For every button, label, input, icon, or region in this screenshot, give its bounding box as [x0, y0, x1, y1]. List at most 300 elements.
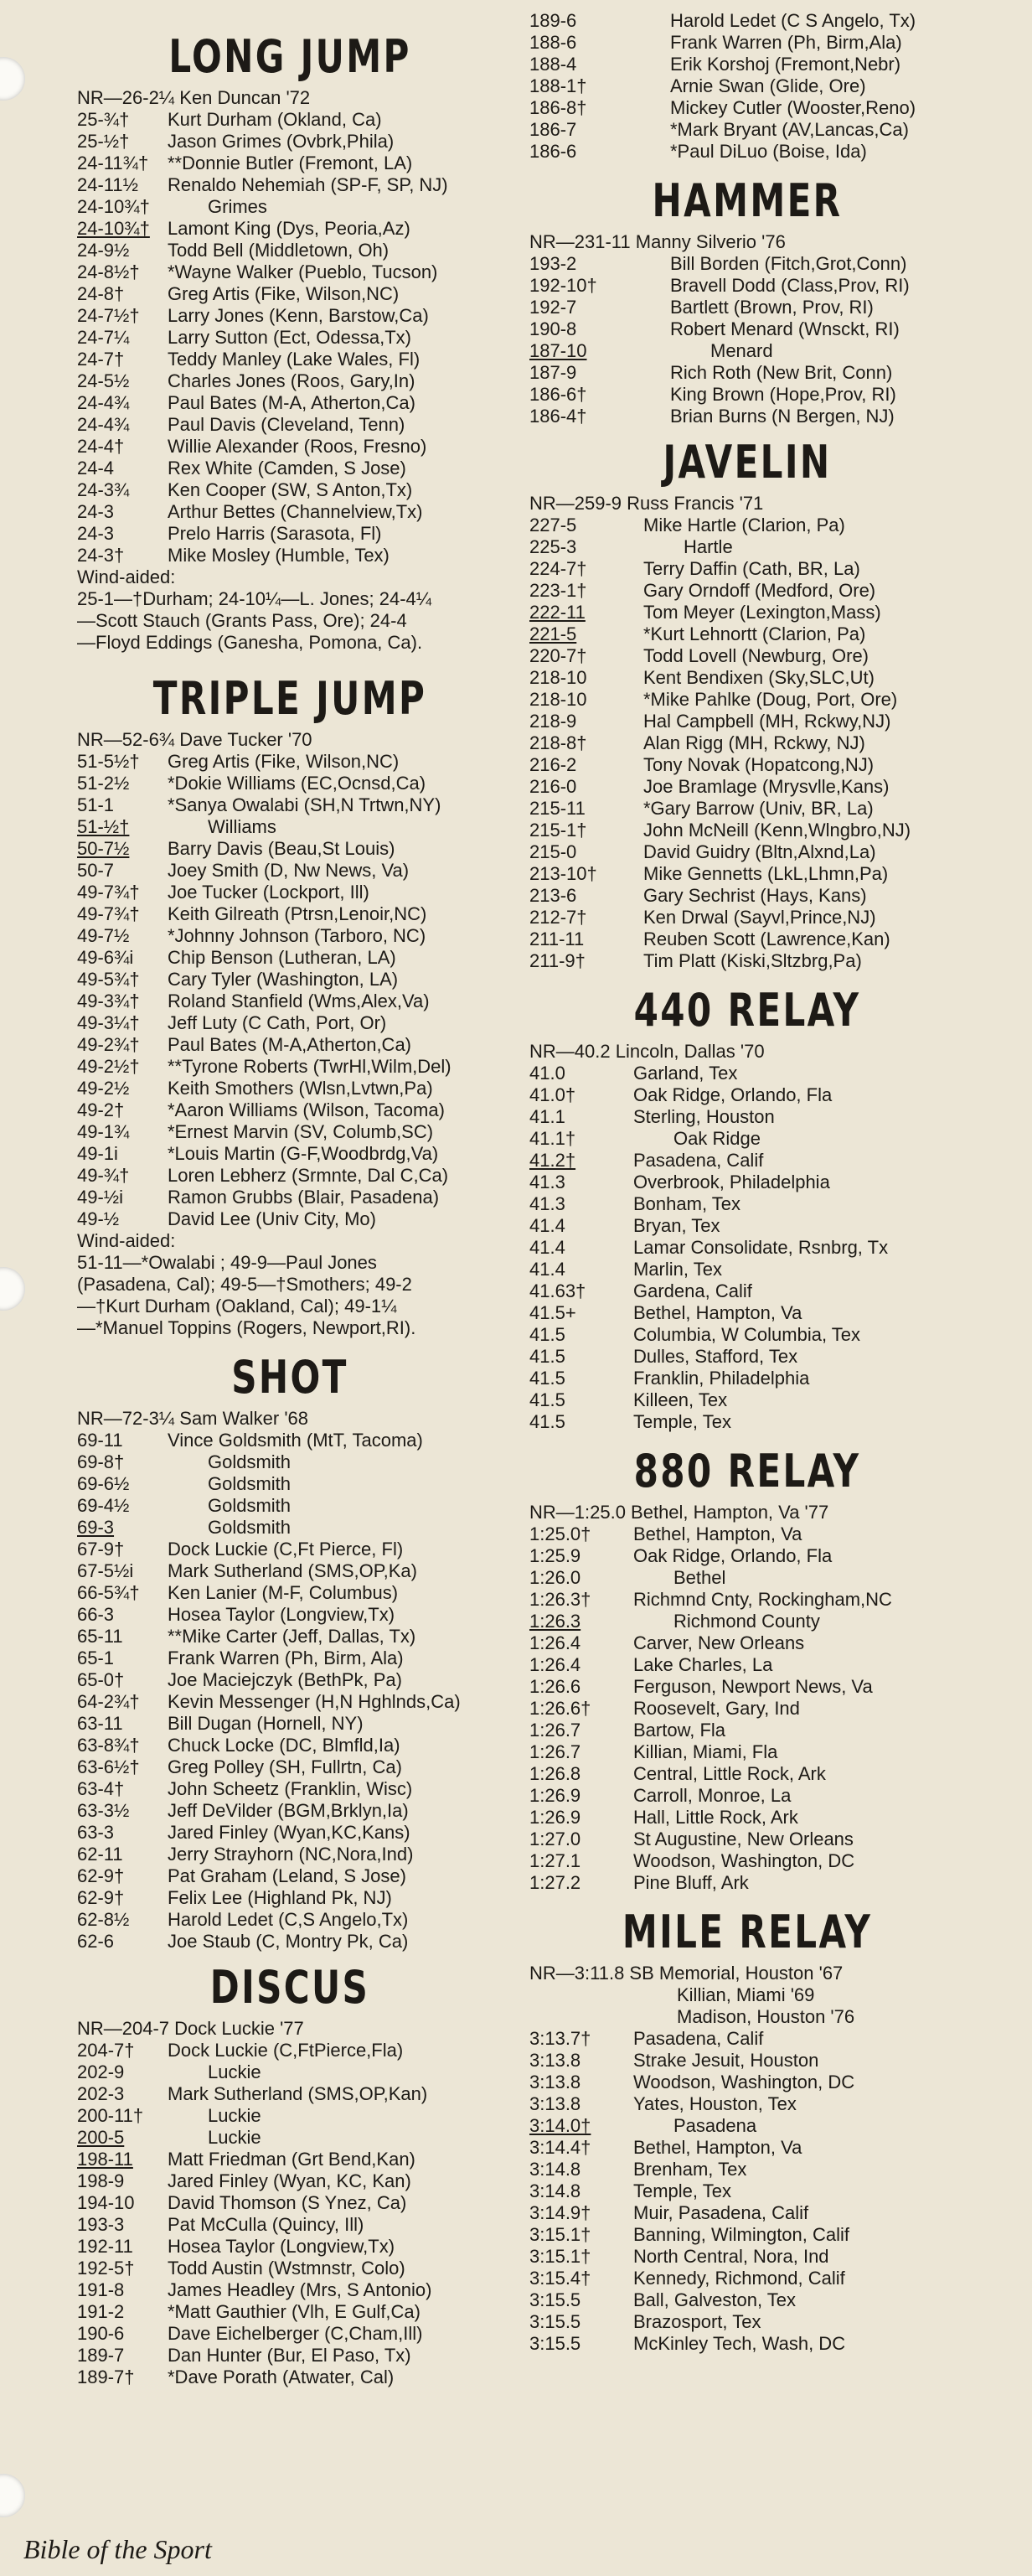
mark: 1:26.4	[529, 1654, 581, 1675]
mark: 69-3	[77, 1517, 115, 1538]
entrant: Oak Ridge, Orlando, Fla	[633, 1084, 833, 1105]
mark: 65-0†	[77, 1669, 125, 1690]
mark: 223-1†	[529, 580, 587, 601]
list-item	[60, 751, 519, 773]
result-list	[60, 1430, 519, 1953]
mark: 49-½i	[77, 1187, 124, 1208]
list-item	[513, 32, 982, 54]
entrant: Ball, Galveston, Tex	[633, 2289, 797, 2310]
mark: 41.1†	[529, 1128, 576, 1149]
mark: 51-1	[77, 794, 115, 815]
entrant: St Augustine, New Orleans	[633, 1829, 854, 1849]
entrant: Richmnd Cnty, Rockingham,NC	[633, 1589, 892, 1610]
list-item	[60, 1756, 519, 1778]
mark: 194-10	[77, 2192, 135, 2213]
entrant: Larry Sutton (Ect, Odessa,Tx)	[168, 327, 411, 348]
entrant: Garland, Tex	[633, 1063, 738, 1084]
mark: 63-8¾†	[77, 1735, 140, 1756]
list-item	[60, 196, 519, 218]
list-item	[60, 1626, 519, 1648]
national-record-cotitle: Killian, Miami '69	[677, 1984, 815, 2005]
list-item	[513, 950, 982, 972]
list-item	[513, 297, 982, 318]
list-item	[60, 1187, 519, 1208]
list-item	[60, 392, 519, 414]
mark: 200-11†	[77, 2105, 144, 2126]
list-item	[60, 414, 519, 436]
mark: 41.1	[529, 1106, 565, 1127]
mark: 69-8†	[77, 1451, 125, 1472]
entrant: Marlin, Tex	[633, 1259, 722, 1280]
result-list	[513, 253, 982, 427]
entrant: Goldsmith	[208, 1517, 292, 1538]
list-item	[60, 1778, 519, 1800]
entrant: Kennedy, Richmond, Calif	[633, 2268, 845, 2289]
national-record: NR—204-7 Dock Luckie '77	[77, 2018, 304, 2039]
list-item	[513, 340, 982, 362]
entrant: Ramon Grubbs (Blair, Pasadena)	[168, 1187, 440, 1208]
mark: 49-2½	[77, 1078, 130, 1099]
mark: 51-2½	[77, 773, 130, 794]
mark: 218-9	[529, 711, 577, 732]
entrant: Greg Artis (Fike, Wilson,NC)	[168, 751, 400, 772]
section-discus-continued	[513, 10, 982, 163]
mark: 41.4	[529, 1259, 565, 1280]
entrant: Bryan, Tex	[633, 1215, 720, 1236]
list-item	[513, 2072, 982, 2093]
result-list	[513, 2028, 982, 2355]
entrant: Goldsmith	[208, 1451, 292, 1472]
mark: 49-7¾†	[77, 903, 140, 924]
list-item	[513, 558, 982, 580]
section-title: 440 RELAY	[633, 984, 861, 1037]
note-line: —Floyd Eddings (Ganesha, Pomona, Ca).	[77, 632, 423, 653]
mark: 24-11½	[77, 174, 138, 195]
mark: 198-11	[77, 2149, 133, 2170]
list-item	[513, 667, 982, 689]
mark: 211-11	[529, 928, 585, 949]
mark: 215-1†	[529, 820, 587, 841]
mark: 41.5+	[529, 1302, 576, 1323]
entrant: Kurt Durham (Okland, Ca)	[168, 109, 382, 130]
entrant: Bill Borden (Fitch,Grot,Conn)	[670, 253, 907, 274]
list-item	[60, 2258, 519, 2279]
result-list	[513, 1063, 982, 1433]
mark: 215-11	[529, 798, 586, 819]
entrant: Joe Tucker (Lockport, Ill)	[168, 882, 369, 903]
mark: 24-3†	[77, 545, 125, 566]
mark: 3:14.4†	[529, 2137, 591, 2158]
punch-hole	[0, 1267, 25, 1311]
section-title: LONG JUMP	[168, 30, 411, 83]
entrant: Woodson, Washington, DC	[633, 1850, 855, 1871]
list-item	[60, 1034, 519, 1056]
entrant: Williams	[208, 816, 276, 837]
mark: 24-7†	[77, 349, 125, 370]
mark: 3:14.8	[529, 2159, 581, 2180]
section-title: DISCUS	[209, 1961, 370, 2014]
section-triple-jump	[60, 672, 519, 1339]
entrant: Kevin Messenger (H,N Hghlnds,Ca)	[168, 1691, 461, 1712]
list-item	[513, 841, 982, 863]
mark: 25-½†	[77, 131, 130, 152]
mark: 1:27.1	[529, 1850, 581, 1871]
mark: 1:26.9	[529, 1807, 581, 1828]
note-line: —†Kurt Durham (Oakland, Cal); 49-1¼	[77, 1296, 397, 1316]
entrant: Bill Dugan (Hornell, NY)	[168, 1713, 364, 1734]
entrant: Terry Daffin (Cath, BR, La)	[643, 558, 860, 579]
list-item	[513, 2093, 982, 2115]
list-item	[60, 860, 519, 882]
mark: 216-0	[529, 776, 577, 797]
mark: 3:15.5	[529, 2333, 581, 2354]
mark: 41.5	[529, 1346, 565, 1367]
mark: 1:26.0	[529, 1567, 581, 1588]
entrant: Tim Platt (Kiski,Sltzbrg,Pa)	[643, 950, 862, 971]
list-item	[513, 2246, 982, 2268]
national-record: NR—52-6¾ Dave Tucker '70	[77, 729, 312, 750]
mark: 24-8†	[77, 283, 125, 304]
list-item	[60, 1560, 519, 1582]
mark: 24-10¾†	[77, 218, 150, 239]
list-item	[513, 1215, 982, 1237]
result-list	[513, 515, 982, 972]
list-item	[60, 501, 519, 523]
entrant: Gary Orndoff (Medford, Ore)	[643, 580, 876, 601]
list-item	[60, 2170, 519, 2192]
list-item	[513, 119, 982, 141]
entrant: Dock Luckie (C,FtPierce,Fla)	[168, 2040, 404, 2061]
national-record: NR—40.2 Lincoln, Dallas '70	[529, 1041, 765, 1062]
entrant: Harold Ledet (C,S Angelo,Tx)	[168, 1909, 409, 1930]
entrant: Lamar Consolidate, Rsnbrg, Tx	[633, 1237, 889, 1258]
list-item	[513, 97, 982, 119]
list-item	[513, 1545, 982, 1567]
list-item	[60, 218, 519, 240]
entrant: Mike Mosley (Humble, Tex)	[168, 545, 390, 566]
list-item	[513, 1741, 982, 1763]
list-item	[60, 1909, 519, 1931]
list-item	[60, 2236, 519, 2258]
mark: 63-11	[77, 1713, 123, 1734]
entrant: Temple, Tex	[633, 1411, 731, 1432]
mark: 221-5	[529, 623, 577, 644]
list-item	[60, 2345, 519, 2367]
section-title: MILE RELAY	[622, 1906, 873, 1958]
entrant: King Brown (Hope,Prov, RI)	[670, 384, 896, 405]
entrant: Larry Jones (Kenn, Barstow,Ca)	[168, 305, 429, 326]
mark: 198-9	[77, 2170, 125, 2191]
list-item	[60, 240, 519, 261]
list-item	[513, 2202, 982, 2224]
section-hammer	[513, 174, 982, 427]
mark: 187-10	[529, 340, 587, 361]
mark: 186-6†	[529, 384, 587, 405]
entrant: James Headley (Mrs, S Antonio)	[168, 2279, 432, 2300]
list-item	[60, 2301, 519, 2323]
entrant: *Wayne Walker (Pueblo, Tucson)	[168, 261, 438, 282]
entrant: Cary Tyler (Washington, LA)	[168, 969, 399, 990]
entrant: Richmond County	[673, 1611, 820, 1632]
result-list	[60, 751, 519, 1230]
list-item	[60, 1099, 519, 1121]
entrant: North Central, Nora, Ind	[633, 2246, 829, 2267]
mark: 202-3	[77, 2083, 125, 2104]
list-item	[513, 928, 982, 950]
entrant: Pasadena	[673, 2115, 757, 2136]
list-item	[513, 2224, 982, 2246]
entrant: Woodson, Washington, DC	[633, 2072, 855, 2092]
mark: 69-6½	[77, 1473, 130, 1494]
list-item	[513, 798, 982, 820]
entrant: Menard	[710, 340, 773, 361]
entrant: Bartow, Fla	[633, 1720, 726, 1741]
list-item	[513, 711, 982, 732]
list-item	[513, 2311, 982, 2333]
right-column	[513, 10, 982, 2355]
entrant: Ferguson, Newport News, Va	[633, 1676, 873, 1697]
punch-hole	[0, 57, 25, 101]
entrant: Pat Graham (Leland, S Jose)	[168, 1865, 406, 1886]
entrant: Loren Lebherz (Srmnte, Dal C,Ca)	[168, 1165, 449, 1186]
list-item	[513, 1106, 982, 1128]
section-discus	[60, 1961, 519, 2388]
mark: 192-5†	[77, 2258, 135, 2279]
mark: 49-1¾	[77, 1121, 130, 1142]
list-item	[513, 1280, 982, 1302]
list-item	[513, 2333, 982, 2355]
mark: 189-7	[77, 2345, 125, 2366]
entrant: Dulles, Stafford, Tex	[633, 1346, 798, 1367]
entrant: Hal Campbell (MH, Rckwy,NJ)	[643, 711, 891, 732]
entrant: Joe Bramlage (Mrysvlle,Kans)	[643, 776, 890, 797]
list-item	[513, 1850, 982, 1872]
entrant: Matt Friedman (Grt Bend,Kan)	[168, 2149, 415, 2170]
mark: 218-10	[529, 689, 587, 710]
mark: 24-9½	[77, 240, 130, 261]
mark: 186-7	[529, 119, 577, 140]
entrant: Mark Sutherland (SMS,OP,Kan)	[168, 2083, 428, 2104]
mark: 202-9	[77, 2061, 125, 2082]
mark: 1:26.7	[529, 1741, 581, 1762]
list-item	[60, 1669, 519, 1691]
mark: 49-½	[77, 1208, 120, 1229]
entrant: *Ernest Marvin (SV, Columb,SC)	[168, 1121, 434, 1142]
note-line: —Scott Stauch (Grants Pass, Ore); 24-4	[77, 610, 407, 631]
mark: 186-6	[529, 141, 577, 162]
mark: 187-9	[529, 362, 577, 383]
mark: 3:13.8	[529, 2050, 581, 2071]
list-item	[60, 261, 519, 283]
list-item	[513, 1150, 982, 1172]
list-item	[60, 1648, 519, 1669]
mark: 213-10†	[529, 863, 597, 884]
mark: 41.3	[529, 1172, 565, 1192]
mark: 193-2	[529, 253, 577, 274]
entrant: **Mike Carter (Jeff, Dallas, Tx)	[168, 1626, 416, 1647]
entrant: Killeen, Tex	[633, 1389, 728, 1410]
entrant: Hall, Little Rock, Ark	[633, 1807, 798, 1828]
entrant: Muir, Pasadena, Calif	[633, 2202, 809, 2223]
mark: 1:26.7	[529, 1720, 581, 1741]
entrant: Dave Eichelberger (C,Cham,Ill)	[168, 2323, 423, 2344]
list-item	[513, 1567, 982, 1589]
entrant: Luckie	[208, 2105, 261, 2126]
entrant: Banning, Wilmington, Calif	[633, 2224, 850, 2245]
list-item	[513, 1872, 982, 1894]
entrant: Columbia, W Columbia, Tex	[633, 1324, 861, 1345]
mark: 211-9†	[529, 950, 586, 971]
list-item	[60, 1473, 519, 1495]
list-item	[513, 141, 982, 163]
entrant: *Dave Porath (Atwater, Cal)	[168, 2367, 395, 2387]
entrant: Killian, Miami, Fla	[633, 1741, 778, 1762]
mark: 24-7½†	[77, 305, 140, 326]
entrant: Roosevelt, Gary, Ind	[633, 1698, 800, 1719]
list-item	[513, 1698, 982, 1720]
mark: 188-1†	[529, 75, 587, 96]
list-item	[60, 1495, 519, 1517]
entrant: Brian Burns (N Bergen, NJ)	[670, 406, 895, 427]
mark: 41.5	[529, 1324, 565, 1345]
entrant: Central, Little Rock, Ark	[633, 1763, 826, 1784]
list-item	[513, 907, 982, 928]
entrant: Reuben Scott (Lawrence,Kan)	[643, 928, 890, 949]
entrant: John McNeill (Kenn,Wlngbro,NJ)	[643, 820, 911, 841]
mark: 3:15.4†	[529, 2268, 591, 2289]
entrant: *Mike Pahlke (Doug, Port, Ore)	[643, 689, 898, 710]
mark: 41.5	[529, 1368, 565, 1389]
result-list	[513, 10, 982, 163]
list-item	[513, 689, 982, 711]
list-item	[513, 1720, 982, 1741]
entrant: *Kurt Lehnortt (Clarion, Pa)	[643, 623, 866, 644]
mark: 49-3¾†	[77, 991, 140, 1011]
entrant: Felix Lee (Highland Pk, NJ)	[168, 1887, 392, 1908]
mark: 66-5¾†	[77, 1582, 140, 1603]
national-record: NR—3:11.8 SB Memorial, Houston '67	[529, 1963, 844, 1984]
entrant: Barry Davis (Beau,St Louis)	[168, 838, 395, 859]
entrant: Bethel, Hampton, Va	[633, 1302, 802, 1323]
entrant: Prelo Harris (Sarasota, Fl)	[168, 523, 382, 544]
list-item	[513, 1063, 982, 1084]
mark: 41.0	[529, 1063, 565, 1084]
mark: 24-4†	[77, 436, 125, 457]
entrant: Jerry Strayhorn (NC,Nora,Ind)	[168, 1844, 414, 1865]
list-item	[60, 458, 519, 479]
mark: 1:26.8	[529, 1763, 581, 1784]
entrant: Roland Stanfield (Wms,Alex,Va)	[168, 991, 430, 1011]
entrant: Gary Sechrist (Hays, Kans)	[643, 885, 867, 906]
entrant: **Tyrone Roberts (TwrHl,Wilm,Del)	[168, 1056, 452, 1077]
mark: 224-7†	[529, 558, 587, 579]
list-item	[513, 580, 982, 602]
list-item	[513, 10, 982, 32]
entrant: Paul Davis (Cleveland, Tenn)	[168, 414, 405, 435]
national-record-cotitle: Madison, Houston '76	[677, 2006, 855, 2027]
entrant: Chuck Locke (DC, Blmfld,Ia)	[168, 1735, 400, 1756]
list-item	[513, 2159, 982, 2180]
entrant: Bethel, Hampton, Va	[633, 2137, 802, 2158]
list-item	[60, 436, 519, 458]
entrant: Luckie	[208, 2061, 261, 2082]
mark: 24-5½	[77, 370, 130, 391]
list-item	[60, 305, 519, 327]
list-item	[513, 1084, 982, 1106]
list-item	[513, 1523, 982, 1545]
list-item	[60, 1012, 519, 1034]
entrant: Lake Charles, La	[633, 1654, 773, 1675]
list-item	[513, 2268, 982, 2289]
entrant: Oak Ridge	[673, 1128, 761, 1149]
list-item	[60, 349, 519, 370]
entrant: Brazosport, Tex	[633, 2311, 761, 2332]
list-item	[513, 1676, 982, 1698]
list-item	[513, 885, 982, 907]
entrant: *Paul DiLuo (Boise, Ida)	[670, 141, 867, 162]
section-javelin	[513, 436, 982, 972]
list-item	[60, 773, 519, 794]
list-item	[60, 370, 519, 392]
entrant: Erik Korshoj (Fremont,Nebr)	[670, 54, 901, 75]
entrant: Joe Maciejczyk (BethPk, Pa)	[168, 1669, 402, 1690]
list-item	[513, 515, 982, 536]
mark: 225-3	[529, 536, 577, 557]
entrant: Willie Alexander (Roos, Fresno)	[168, 436, 427, 457]
mark: 222-11	[529, 602, 586, 623]
entrant: Hosea Taylor (Longview,Tx)	[168, 1604, 395, 1625]
list-item	[513, 406, 982, 427]
mark: 41.5	[529, 1389, 565, 1410]
list-item	[60, 1887, 519, 1909]
mark: 67-9†	[77, 1539, 125, 1560]
list-item	[60, 153, 519, 174]
wind-aided-notes	[60, 588, 519, 654]
list-item	[60, 947, 519, 969]
list-item	[513, 362, 982, 384]
entrant: Bethel, Hampton, Va	[633, 1523, 802, 1544]
list-item	[60, 1931, 519, 1953]
list-item	[513, 1807, 982, 1829]
list-item	[60, 1691, 519, 1713]
mark: 218-8†	[529, 732, 587, 753]
mark: 212-7†	[529, 907, 587, 928]
list-item	[513, 645, 982, 667]
list-item	[60, 2127, 519, 2149]
mark: 191-8	[77, 2279, 125, 2300]
entrant: Mickey Cutler (Wooster,Reno)	[670, 97, 916, 118]
note-line: (Pasadena, Cal); 49-5—†Smothers; 49-2	[77, 1274, 412, 1295]
entrant: Frank Warren (Ph, Birm, Ala)	[168, 1648, 404, 1668]
list-item	[513, 2137, 982, 2159]
mark: 67-5½i	[77, 1560, 134, 1581]
mark: 189-7†	[77, 2367, 135, 2387]
entrant: Frank Warren (Ph, Birm,Ala)	[670, 32, 902, 53]
mark: 3:13.8	[529, 2072, 581, 2092]
mark: 189-6	[529, 10, 577, 31]
entrant: Greg Artis (Fike, Wilson,NC)	[168, 283, 400, 304]
mark: 1:26.6†	[529, 1698, 591, 1719]
mark: 213-6	[529, 885, 577, 906]
list-item	[60, 2214, 519, 2236]
list-item	[60, 1539, 519, 1560]
list-item	[60, 2061, 519, 2083]
mark: 24-4¾	[77, 392, 130, 413]
list-item	[60, 2149, 519, 2170]
mark: 50-7½	[77, 838, 130, 859]
list-item	[513, 1829, 982, 1850]
entrant: Franklin, Philadelphia	[633, 1368, 810, 1389]
